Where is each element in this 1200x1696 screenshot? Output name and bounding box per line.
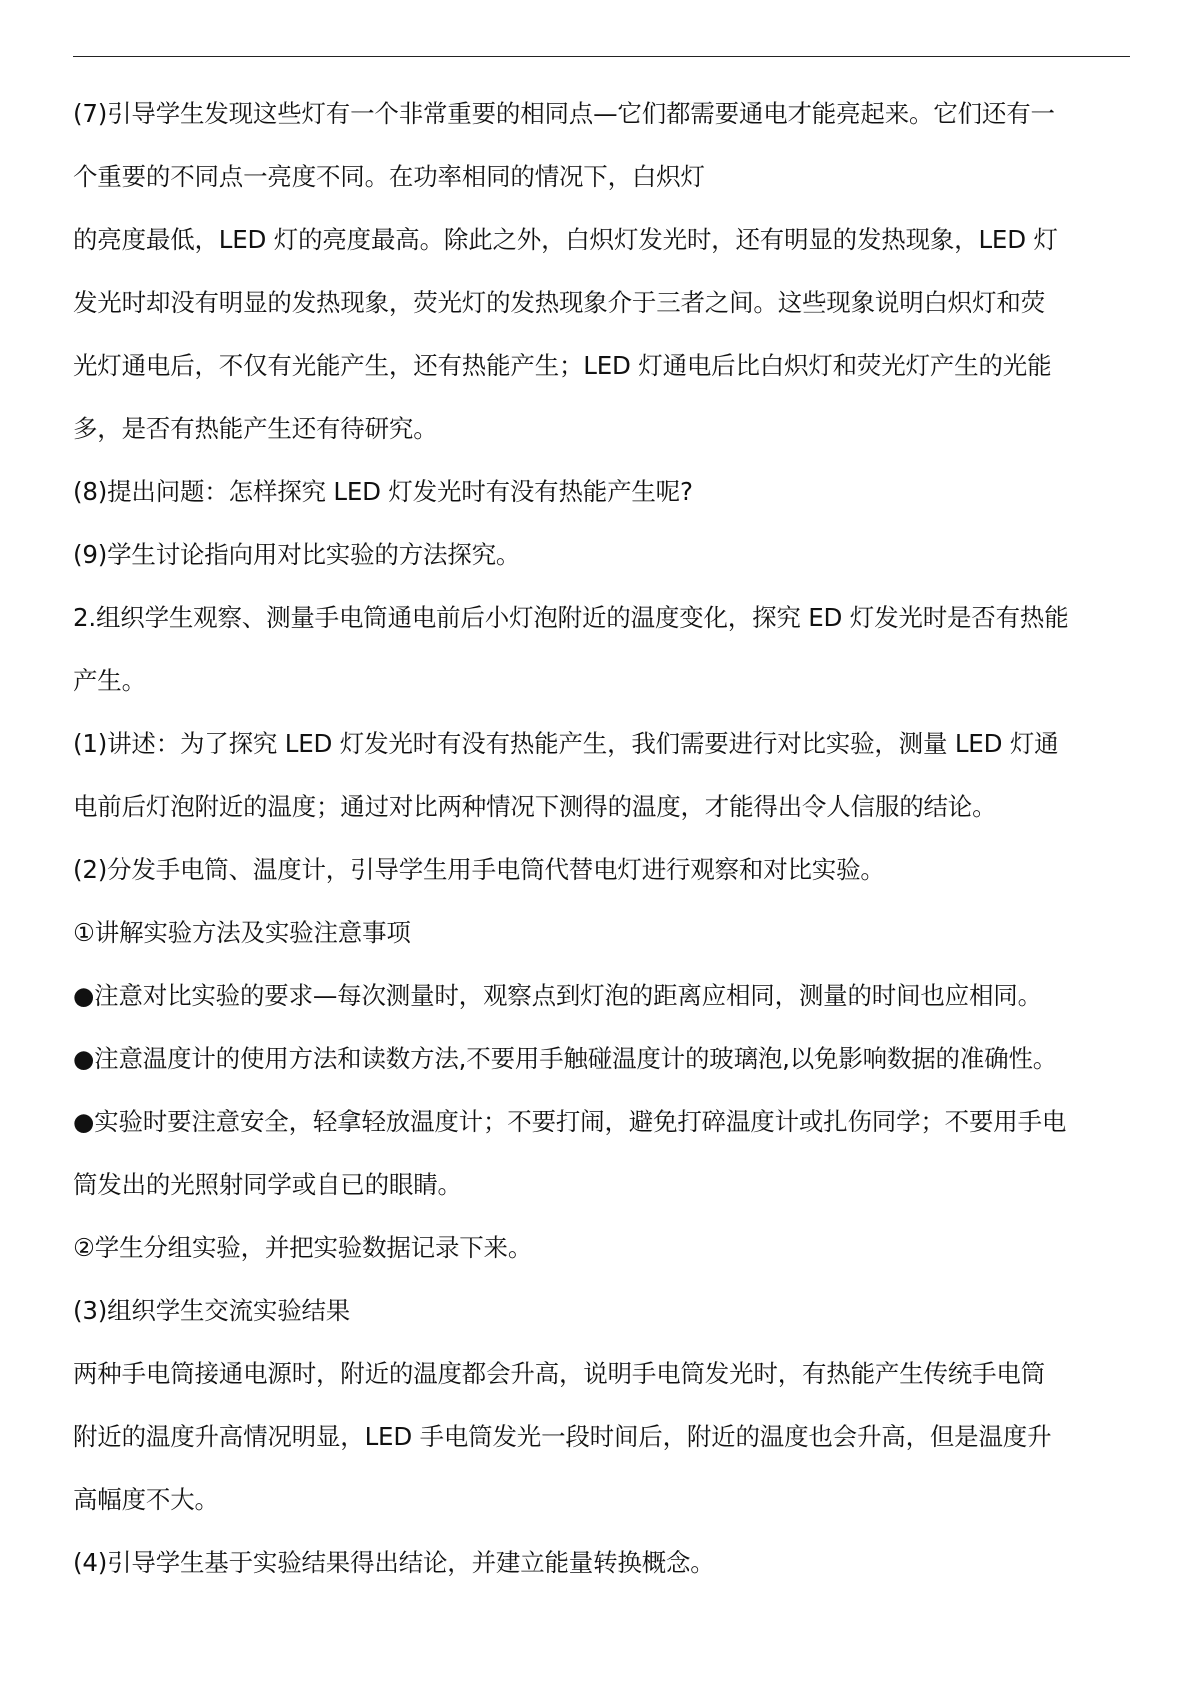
header-rule (73, 56, 1130, 57)
text-line: (4)引导学生基于实验结果得出结论，并建立能量转换概念。 (73, 1548, 715, 1577)
text-line: 多，是否有热能产生还有待研究。 (73, 414, 438, 443)
document-body (73, 82, 1143, 1594)
text-line: 高幅度不大。 (73, 1485, 219, 1514)
text-line: 筒发出的光照射同学或自已的眼睛。 (73, 1170, 462, 1199)
text-line: 产生。 (73, 666, 146, 695)
text-line: 电前后灯泡附近的温度；通过对比两种情况下测得的温度，才能得出令人信服的结论。 (73, 792, 997, 821)
text-line: ●注意对比实验的要求—每次测量时，观察点到灯泡的距离应相同，测量的时间也应相同。 (73, 981, 1042, 1010)
text-line: ●实验时要注意安全，轻拿轻放温度计；不要打闹，避免打碎温度计或扎伤同学；不要用手电 (73, 1107, 1067, 1136)
text-line: 光灯通电后，不仅有光能产生，还有热能产生；LED 灯通电后比白炽灯和荧光灯产生的光能 (73, 351, 1052, 380)
text-line: (9)学生讨论指向用对比实验的方法探究。 (73, 540, 521, 569)
text-line: (2)分发手电筒、温度计，引导学生用手电筒代替电灯进行观察和对比实验。 (73, 855, 885, 884)
text-line: 个重要的不同点一亮度不同。在功率相同的情况下，白炽灯 (73, 162, 705, 191)
text-line: (1)讲述：为了探究 LED 灯发光时有没有热能产生，我们需要进行对比实验，测量 LED 灯通 (73, 729, 1059, 758)
text-line: ●注意温度计的使用方法和读数方法,不要用手触碰温度计的玻璃泡,以免影响数据的准确性。 (73, 1044, 1058, 1073)
text-line: 发光时却没有明显的发热现象，荧光灯的发热现象介于三者之间。这些现象说明白炽灯和荧 (73, 288, 1045, 317)
text-line: 附近的温度升高情况明显，LED 手电筒发光一段时间后，附近的温度也会升高，但是温度升 (73, 1422, 1052, 1451)
text-line: (8)提出问题：怎样探究 LED 灯发光时有没有热能产生呢? (73, 477, 693, 506)
text-line: 2.组织学生观察、测量手电筒通电前后小灯泡附近的温度变化，探究 ED 灯发光时是否有热能 (73, 603, 1069, 632)
text-line: (3)组织学生交流实验结果 (73, 1296, 351, 1325)
text-line: (7)引导学生发现这些灯有一个非常重要的相同点—它们都需要通电才能亮起来。它们还有一 (73, 99, 1055, 128)
text-line: ②学生分组实验，并把实验数据记录下来。 (73, 1233, 533, 1262)
text-line: ①讲解实验方法及实验注意事项 (73, 918, 411, 947)
text-line: 两种手电筒接通电源时，附近的温度都会升高，说明手电筒发光时，有热能产生传统手电筒 (73, 1359, 1045, 1388)
text-line: 的亮度最低，LED 灯的亮度最高。除此之外，白炽灯发光时，还有明显的发热现象，LED 灯 (73, 225, 1058, 254)
